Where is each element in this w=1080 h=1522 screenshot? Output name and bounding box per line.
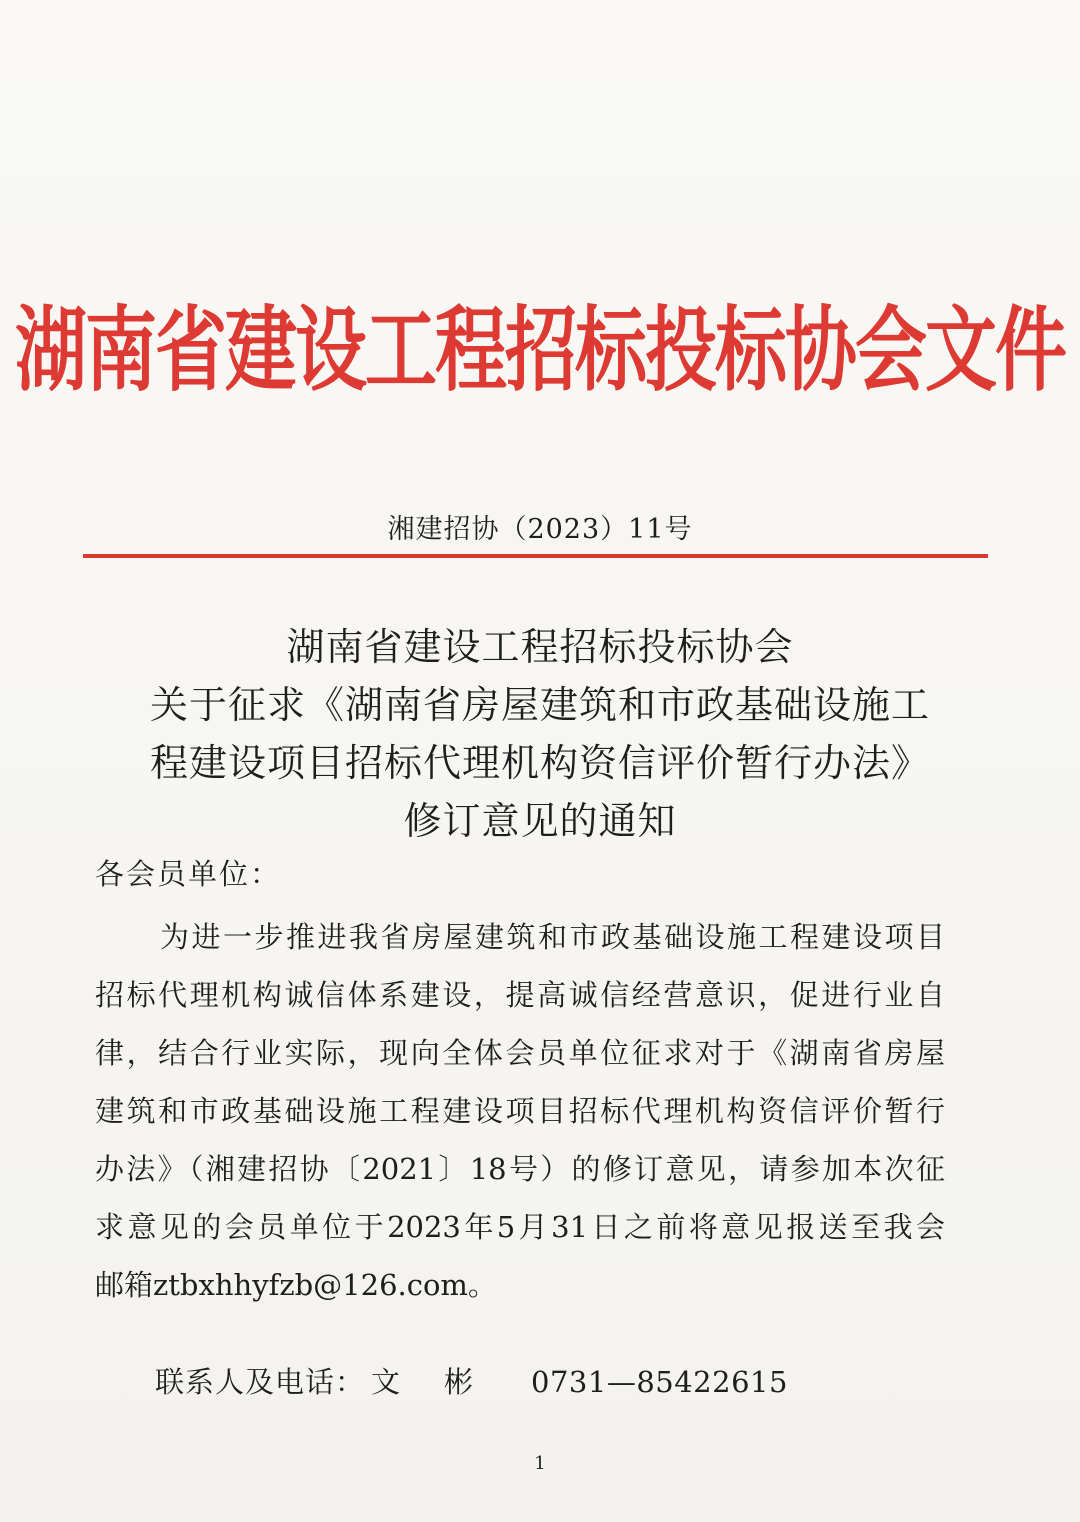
- masthead-title: 湖南省建设工程招标投标协会文件: [14, 296, 1065, 404]
- salutation: 各会员单位：: [95, 857, 282, 891]
- red-separator-line: [83, 554, 988, 558]
- body-line: 办法》（湘建招协〔2021〕18号）的修订意见，请参加本次征: [95, 1152, 945, 1186]
- notice-title: [0, 618, 1080, 850]
- document-number: 湘建招协（2023）11号: [387, 514, 693, 545]
- title-line: 程建设项目招标代理机构资信评价暂行办法》: [149, 741, 930, 785]
- body-line: 为进一步推进我省房屋建筑和市政基础设施工程建设项目: [160, 920, 945, 954]
- title-line: 修订意见的通知: [403, 799, 677, 843]
- title-line: 湖南省建设工程招标投标协会: [286, 625, 794, 669]
- contact-phone: 0731—85422615: [531, 1365, 788, 1399]
- title-line: 关于征求《湖南省房屋建筑和市政基础设施工: [149, 683, 930, 727]
- contact-info: [155, 1360, 788, 1404]
- body-line: 建筑和市政基础设施工程建设项目招标代理机构资信评价暂行: [95, 1094, 945, 1128]
- body-line: 招标代理机构诚信体系建设，提高诚信经营意识，促进行业自: [95, 978, 945, 1012]
- body-line: 邮箱ztbxhhyfzb@126.com。: [95, 1268, 497, 1302]
- page-number: 1: [534, 1453, 546, 1474]
- body-line: 律，结合行业实际，现向全体会员单位征求对于《湖南省房屋: [95, 1036, 945, 1070]
- contact-name: 文彬: [371, 1365, 518, 1399]
- body-line: 求意见的会员单位于2023年5月31日之前将意见报送至我会: [95, 1210, 945, 1244]
- contact-label: 联系人及电话：: [155, 1365, 366, 1399]
- notice-body: [95, 908, 945, 1314]
